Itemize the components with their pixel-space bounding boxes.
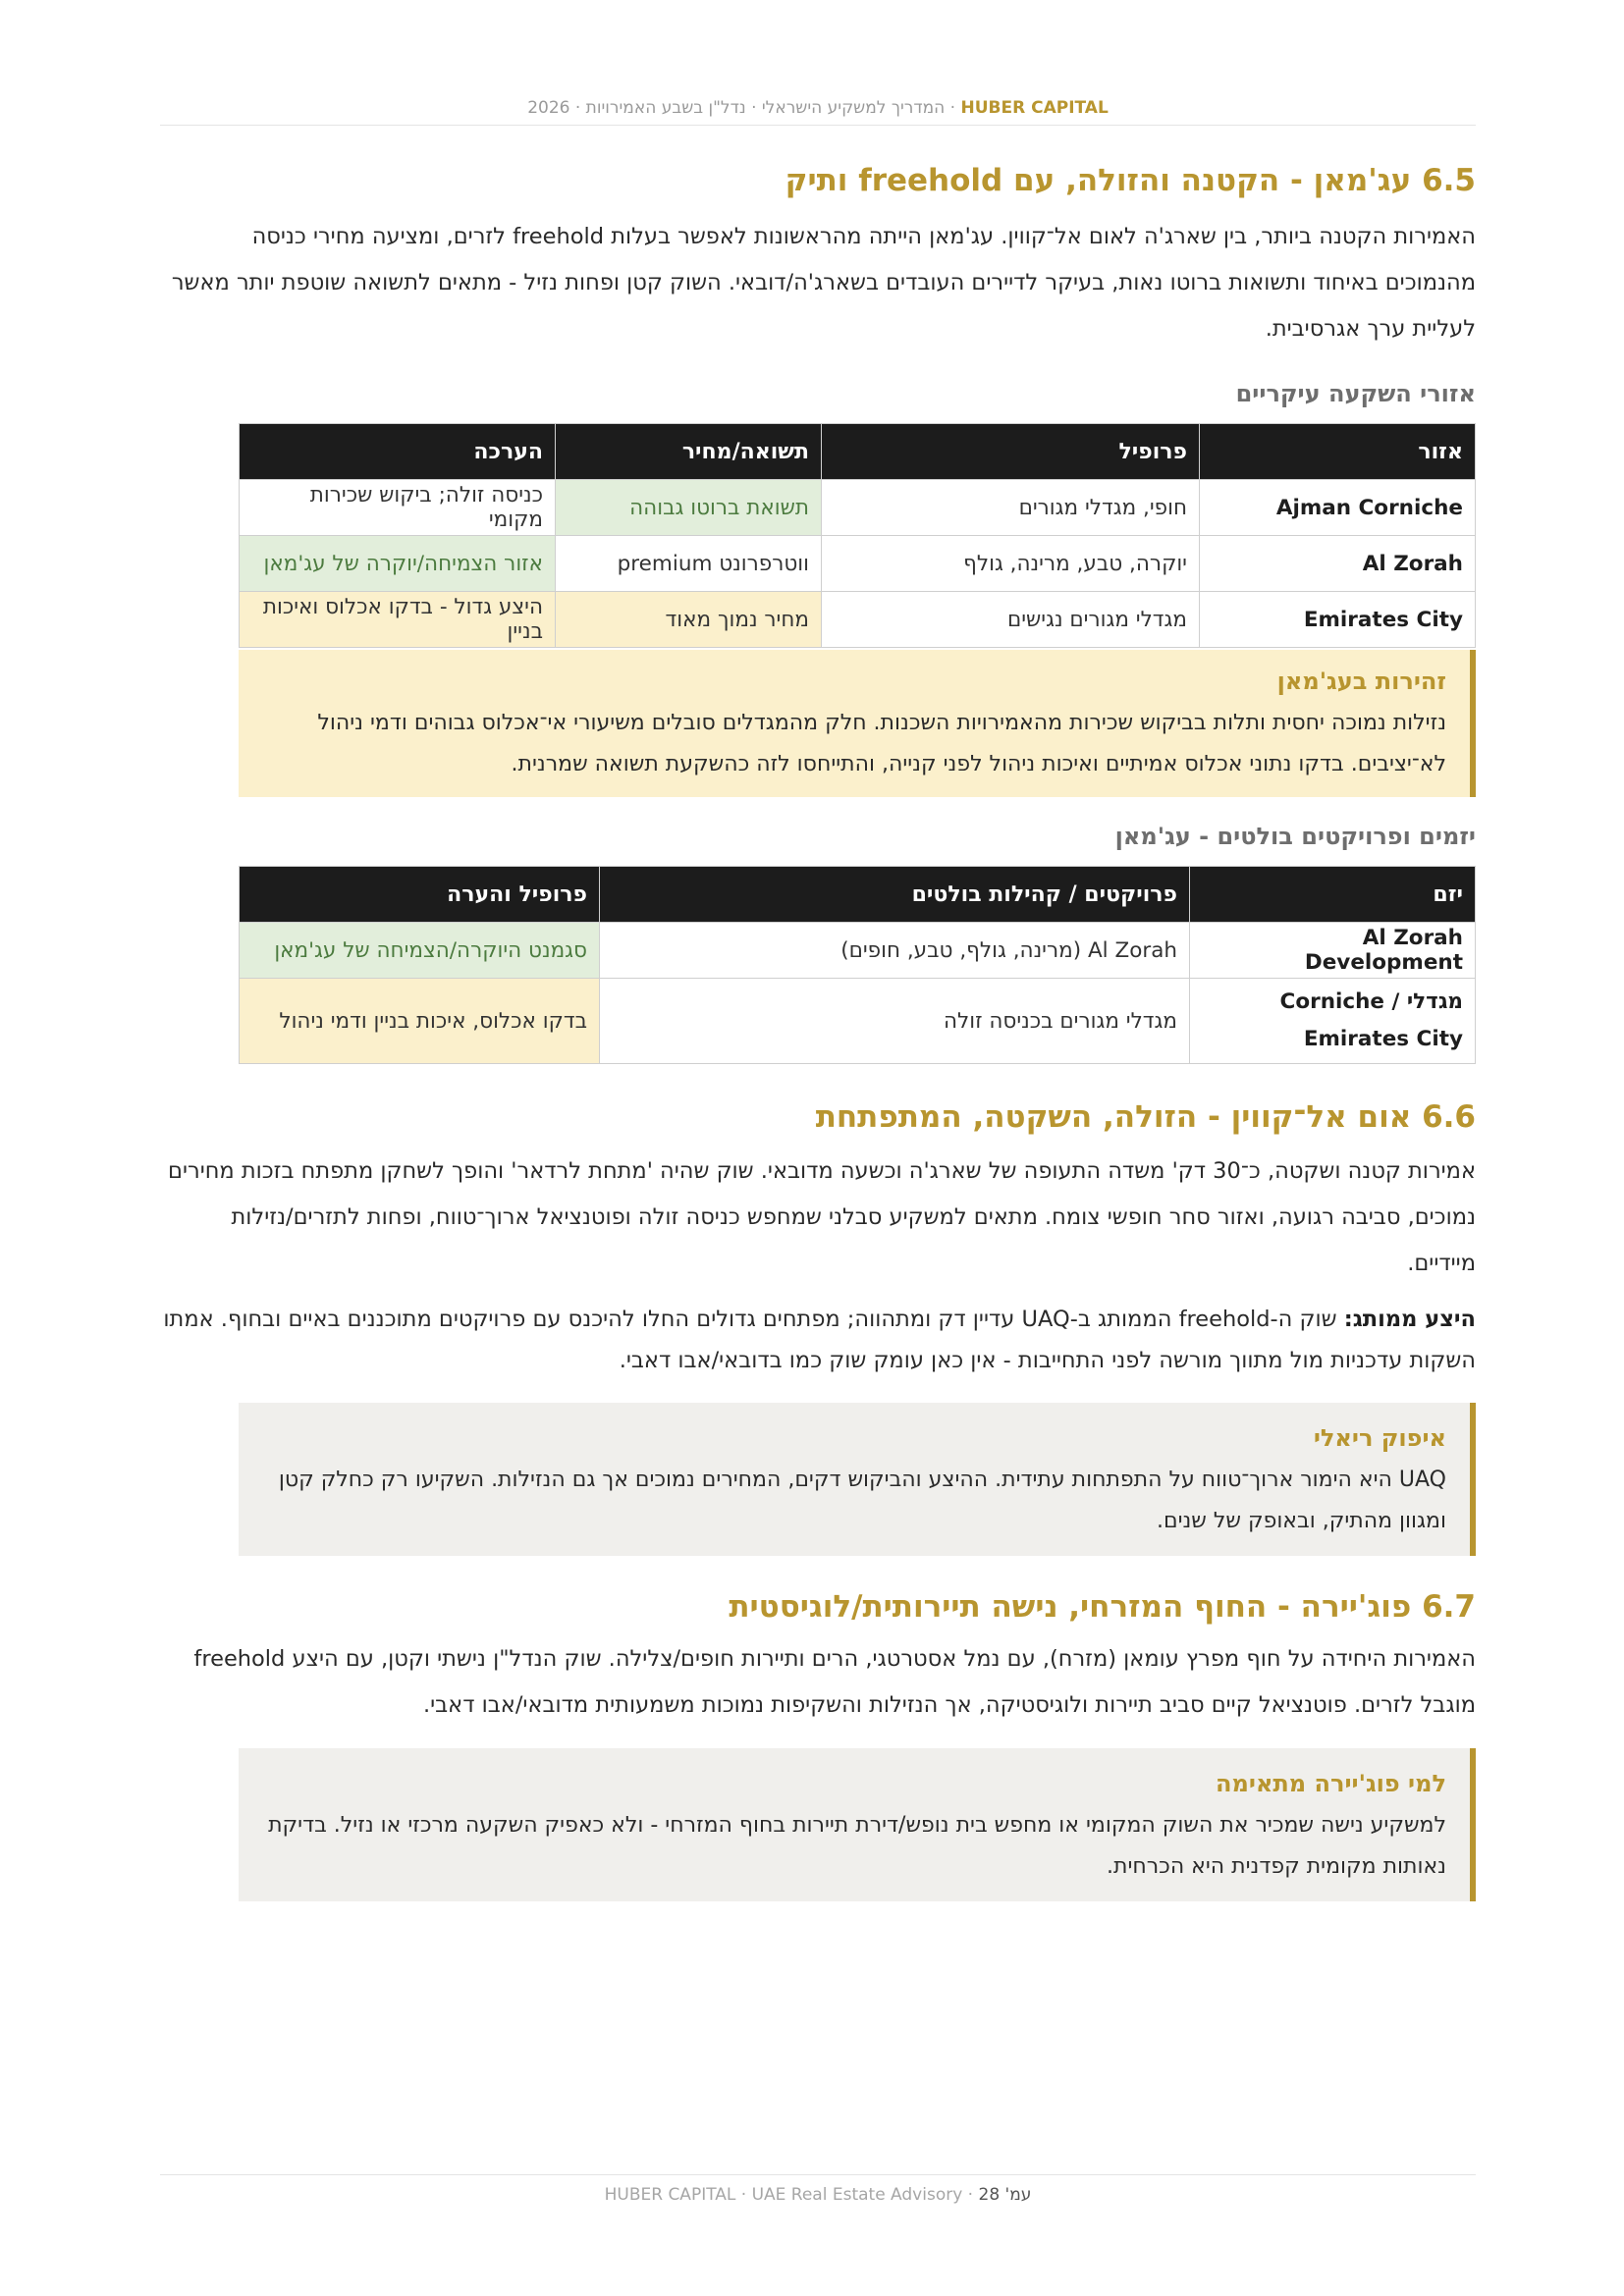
fujairah-fit-callout — [239, 1748, 1476, 1901]
table-cell: מחיר נמוך מאוד — [556, 592, 822, 648]
page-number: עמ' 28 — [978, 2185, 1032, 2205]
callout-title: למי פוג'יירה מתאימה — [1216, 1770, 1446, 1797]
ajman-warning-callout — [239, 650, 1476, 797]
section-6-7-title: 6.7 פוג'יירה - החוף המזרחי, נישה תיירותית/לוגיסטית — [729, 1589, 1476, 1625]
footer-divider — [160, 2174, 1476, 2175]
table-row — [240, 480, 1476, 536]
table-cell: היצע גדול - בדקו אכלוס ואיכות בניין — [240, 592, 556, 648]
limited-supply-text: שוק ה-freehold הממותג ב-UAQ עדיין דק ומתהווה; מפתחים גדולים החלו להיכנס עם פרויקטים מתוכננים באיים ובחוף. אמתו השקות עדכניות מול מתווך מורשה לפני התחייבות - אין כאן עומק שוק כמו בדובאי/אבו דאבי. — [163, 1307, 1476, 1373]
table-cell: Emirates City — [1200, 592, 1476, 648]
limited-supply-label: היצע ממותג: — [1343, 1307, 1476, 1332]
table-cell: כניסה זולה; ביקוש שכירות מקומי — [240, 480, 556, 536]
section-6-5-body: האמירות הקטנה ביותר, בין שארג'ה לאום אל־קווין. עג'מאן הייתה מהראשונות לאפשר בעלות freehold לזרים, ומציעה מחירי כניסה מהנמוכים באיחוד ותשואות ברוטו נאות, בעיקר לדיירים העובדים בשארג'ה/דובאי. השוק קטן ופחות נזיל - מתאים לתשואה שוטפת יותר מאשר לעליית ערך אגרסיבית. — [171, 224, 1476, 342]
table-row — [240, 592, 1476, 648]
section-6-6-body: אמירות קטנה ושקטה, כ־30 דק' משדה התעופה של שארג'ה וכשעה מדובאי. שוק שהיה 'מתחת לרדאר' והופך לשחקן מתפתח בזכות מחירים נמוכים, סביבה רגועה, ואזור סחר חופשי צומח. מתאים למשקיע סבלני שמחפש כניסה זולה ופוטנציאל ארוך־טווח, ופחות לתזרים/נזילות מיידיים. — [168, 1158, 1476, 1276]
table-cell: מגדלי Corniche / Emirates City — [1190, 979, 1476, 1064]
limited-supply-paragraph — [160, 1299, 1476, 1381]
areas-heading: אזורי השקעה עיקריים — [1235, 380, 1476, 407]
table-cell: סגמנט היוקרה/הצמיחה של עג'מאן — [240, 923, 600, 979]
callout-text: למשקיע נישה שמכיר את השוק המקומי או מחפש בית נופש/דירת תיירות בחוף המזרחי - ולא כאפיק השקעה מרכזי או נזיל. בדיקת נאותות מקומית קפדנית היא הכרחית. — [268, 1813, 1446, 1879]
table-header-cell: הערכה — [240, 424, 556, 480]
running-header: HUBER CAPITAL · המדריך למשקיע הישראלי · נדל"ן בשבע האמירויות · 2026 — [527, 98, 1109, 118]
table-cell: אזור הצמיחה/יוקרה של עג'מאן — [240, 536, 556, 592]
section-6-7-body: האמירות היחידה על חוף מפרץ עומאן (מזרח), עם נמל אסטרטגי, הרים ותיירות חופים/צלילה. שוק הנדל"ן נישתי וקטן, עם היצע freehold מוגבל לזרים. פוטנציאל קיים סביב תיירות ולוגיסטיקה, אך הנזילות והשקיפות נמוכות משמעותית מדובאי/אבו דאבי. — [193, 1646, 1476, 1718]
table-header-row — [240, 867, 1476, 923]
table-row — [240, 979, 1476, 1064]
header-divider — [160, 125, 1476, 126]
table-cell: בדקו אכלוס, איכות בניין ודמי ניהול — [240, 979, 600, 1064]
page-footer: עמ' 28 · HUBER CAPITAL · UAE Real Estate Advisory — [604, 2185, 1032, 2205]
table-cell: Al Zorah (מרינה, גולף, טבע, חופים) — [600, 923, 1190, 979]
callout-title: איפוק ריאלי — [1313, 1424, 1446, 1452]
table-header-cell: פרויקטים / קהילות בולטים — [600, 867, 1190, 923]
table-cell: Ajman Corniche — [1200, 480, 1476, 536]
callout-title: זהירות בעג'מאן — [1276, 667, 1446, 695]
document-page — [160, 0, 1476, 2296]
developers-table — [239, 866, 1476, 1064]
table-cell: Al Zorah — [1200, 536, 1476, 592]
page-content — [160, 159, 1476, 1901]
table-header-row — [240, 424, 1476, 480]
table-row — [240, 536, 1476, 592]
footer-brand: HUBER CAPITAL · UAE Real Estate Advisory — [604, 2185, 963, 2205]
developers-heading: יזמים ופרויקטים בולטים - עג'מאן — [1114, 823, 1476, 850]
areas-table — [239, 423, 1476, 648]
section-6-5-title: 6.5 עג'מאן - הקטנה והזולה, עם freehold ותיק — [785, 163, 1476, 198]
section-6-6-title: 6.6 אום אל־קווין - הזולה, השקטה, המתפתחת — [815, 1099, 1476, 1135]
table-header-cell: פרופיל — [822, 424, 1200, 480]
table-header-cell: אזור — [1200, 424, 1476, 480]
table-header-cell: יזם — [1190, 867, 1476, 923]
table-header-cell: תשואה/מחיר — [556, 424, 822, 480]
table-header-cell: פרופיל והערה — [240, 867, 600, 923]
table-cell: מגדלי מגורים נגישים — [822, 592, 1200, 648]
header-subtitle: המדריך למשקיע הישראלי · נדל"ן בשבע האמירויות · 2026 — [527, 98, 946, 118]
table-cell: חופי, מגדלי מגורים — [822, 480, 1200, 536]
table-cell: ווטרפרונט premium — [556, 536, 822, 592]
callout-text: נזילות נמוכה יחסית ותלות בביקוש שכירות מהאמירויות השכנות. חלק מהמגדלים סובלים משיעורי אי־אכלוס גבוהים ודמי ניהול לא־יציבים. בדקו נתוני אכלוס אמיתיים ואיכות ניהול לפני קנייה, והתייחסו לזה כהשקעת תשואה שמרנית. — [317, 711, 1446, 776]
callout-text: UAQ היא הימור ארוך־טווח על התפתחות עתידית. ההיצע והביקוש דקים, המחירים נמוכים אך גם הנזילות. השקיעו רק כחלק קטן ומגוון מהתיק, ובאופק של שנים. — [278, 1468, 1446, 1533]
table-cell: Al Zorah Development — [1190, 923, 1476, 979]
header-brand: HUBER CAPITAL — [960, 98, 1109, 118]
table-cell: יוקרה, טבע, מרינה, גולף — [822, 536, 1200, 592]
table-cell: מגדלי מגורים בכניסה זולה — [600, 979, 1190, 1064]
realistic-restraint-callout — [239, 1403, 1476, 1556]
table-cell: תשואת ברוטו גבוהה — [556, 480, 822, 536]
table-row — [240, 923, 1476, 979]
